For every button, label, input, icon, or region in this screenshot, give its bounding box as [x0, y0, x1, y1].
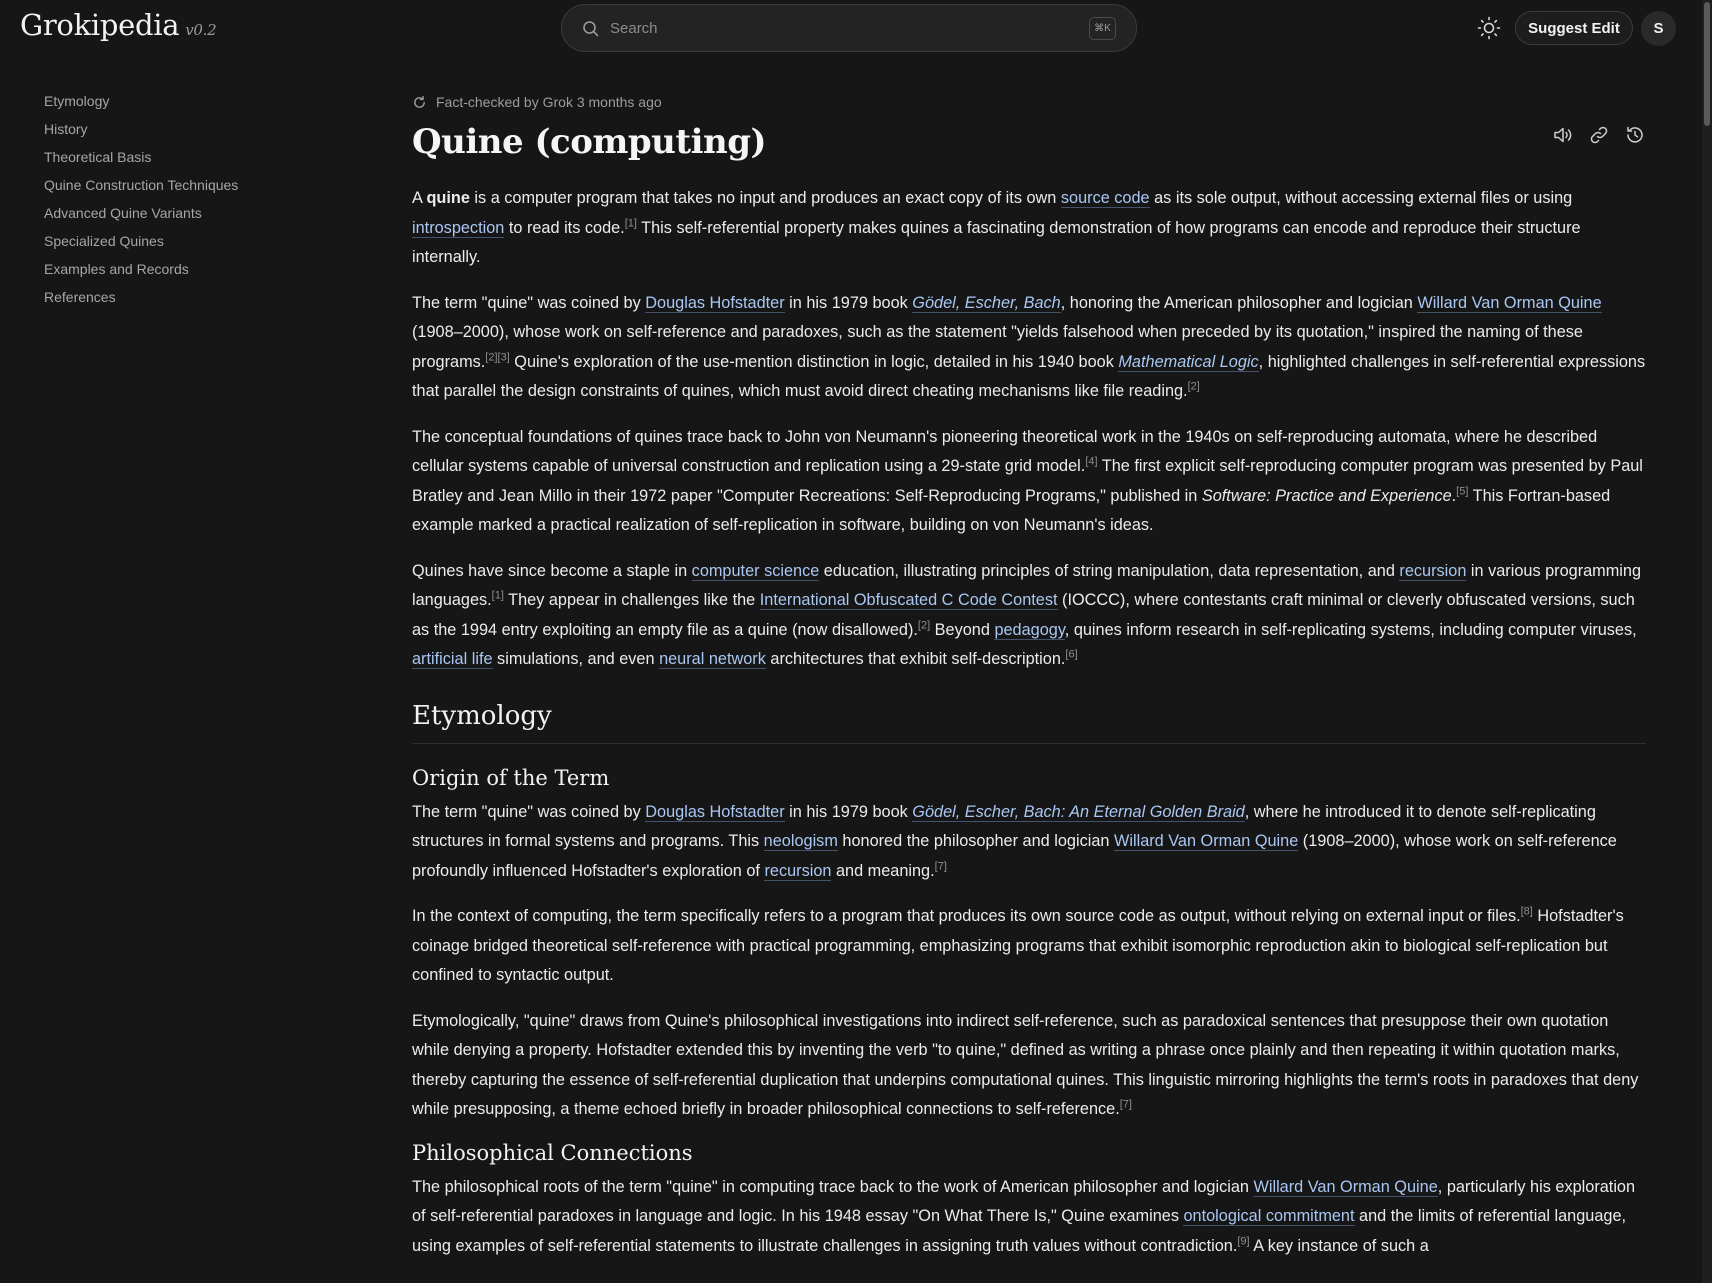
citation[interactable]: [6]	[1065, 648, 1078, 661]
history-button[interactable]	[1624, 124, 1646, 146]
speaker-icon	[1552, 124, 1574, 146]
citation[interactable]: [8]	[1520, 905, 1533, 918]
link-willard-quine[interactable]: Willard Van Orman Quine	[1417, 293, 1602, 312]
section-heading-etymology: Etymology	[412, 701, 1646, 744]
citation[interactable]: [3]	[497, 351, 510, 364]
etymology-paragraph-2: In the context of computing, the term specifically refers to a program that produces its own source code as output, without relying on external input or files.[8] Hofstadter's coinage bridged theoretical self-reference with practical programming, emphasizing programs that exhibit isomorphic reproduction akin to biological self-replication but confined to syntactic output.	[412, 905, 1624, 984]
philosophical-paragraph-1: The philosophical roots of the term "quine" in computing trace back to the work of American philosopher and logician Willard Van Orman Quine, particularly his exploration of self-referential paradoxes in language and logic. In his 1948 essay "On What There Is," Quine examines ontological commitment and the limits of referential language, using examples of self-referential statements to illustrate challenges in assigning truth values without contradiction.[9] A key instance of such a	[412, 1177, 1636, 1255]
toc-item-specialized-quines[interactable]: Specialized Quines	[44, 233, 164, 249]
intro-paragraph-2: The term "quine" was coined by Douglas Hofstadter in his 1979 book Gödel, Escher, Bach, honoring the American philosopher and logician Willard Van Orman Quine (1908–2000), whose work on self-reference and paradoxes, such as the statement "yields falsehood when preceded by its quotation," inspired the naming of these programs.[2][3] Quine's exploration of the use-mention distinction in logic, detailed in his 1940 book Mathematical Logic, highlighted challenges in self-referential expressions that parallel the design constraints of quines, which must avoid direct cheating mechanisms like file reading.[2]	[412, 293, 1646, 400]
intro-paragraph-4: Quines have since become a staple in computer science education, illustrating principles of string manipulation, data representation, and recursion in various programming languages.[1] They appear in challenges like the International Obfuscated C Code Contest (IOCCC), where contestants craft minimal or cleverly obfuscated versions, such as the 1994 entry exploiting an empty file as a quine (now disallowed).[2] Beyond pedagogy, quines inform research in self-replicating systems, including computer viruses, artificial life simulations, and even neural network architectures that exhibit self-description.[6]	[412, 561, 1642, 668]
toc-item-construction-techniques[interactable]: Quine Construction Techniques	[44, 177, 239, 193]
article-body	[412, 184, 1646, 1261]
article	[412, 92, 1646, 1277]
link-recursion[interactable]: recursion	[764, 861, 832, 880]
user-avatar[interactable]: S	[1641, 11, 1676, 46]
toc-item-references[interactable]: References	[44, 289, 116, 305]
article-tools	[1552, 124, 1646, 146]
citation[interactable]: [1]	[491, 589, 504, 602]
citation[interactable]: [5]	[1456, 485, 1469, 498]
toc-item-history[interactable]: History	[44, 121, 88, 137]
link-godel-escher-bach[interactable]: Gödel, Escher, Bach	[912, 293, 1061, 312]
version-label: v0.2	[185, 21, 217, 39]
link-douglas-hofstadter[interactable]: Douglas Hofstadter	[645, 293, 785, 312]
link-ontological-commitment[interactable]: ontological commitment	[1183, 1207, 1355, 1225]
refresh-check-icon	[412, 95, 427, 110]
toc-item-advanced-variants[interactable]: Advanced Quine Variants	[44, 205, 202, 221]
link-neologism[interactable]: neologism	[763, 832, 838, 850]
link-douglas-hofstadter[interactable]: Douglas Hofstadter	[645, 802, 785, 821]
top-bar	[0, 0, 1702, 56]
logo-text: Grokipedia	[20, 8, 180, 42]
search-shortcut-badge: ⌘K	[1089, 17, 1116, 40]
intro-paragraph-1: A quine is a computer program that takes no input and produces an exact copy of its own source code as its sole output, without accessing external files or using introspection to read its code.[1] This self-referential property makes quines a fascinating demonstration of how programs can encode and reproduce their structure internally.	[412, 189, 1581, 266]
etymology-paragraph-3: Etymologically, "quine" draws from Quine's philosophical investigations into indirect self-reference, such as paradoxical sentences that presuppose their own quotation while denying a property. Hofstadter extended this by inventing the verb "to quine," defined as writing a phrase once plainly and then repeating it within quotation marks, thereby capturing the essence of self-referential duplication that underpins computational quines. This linguistic mirroring highlights the term's roots in paradoxes that deny while presupposing, a theme echoed briefly in broader philosophical connections to self-reference.[7]	[412, 1011, 1639, 1118]
toc-item-etymology[interactable]: Etymology	[44, 93, 110, 109]
citation[interactable]: [1]	[624, 217, 637, 230]
subsection-heading-philosophical: Philosophical Connections	[412, 1140, 693, 1165]
link-icon	[1588, 124, 1610, 146]
link-willard-quine[interactable]: Willard Van Orman Quine	[1253, 1177, 1438, 1196]
page-scrollbar[interactable]	[1702, 0, 1712, 1283]
toc-item-examples-records[interactable]: Examples and Records	[44, 261, 189, 277]
listen-button[interactable]	[1552, 124, 1574, 146]
subsection-heading-origin: Origin of the Term	[412, 765, 610, 790]
fact-check-note	[412, 92, 1646, 112]
page-title: Quine (computing)	[412, 122, 767, 162]
site-logo[interactable]	[20, 8, 216, 42]
fact-check-text: Fact-checked by Grok 3 months ago	[436, 94, 662, 110]
link-neural-network[interactable]: neural network	[659, 650, 766, 668]
citation[interactable]: [4]	[1085, 455, 1098, 468]
scrollbar-thumb[interactable]	[1704, 2, 1710, 126]
citation[interactable]: [2]	[917, 619, 931, 632]
citation[interactable]: [7]	[1119, 1098, 1132, 1111]
link-introspection[interactable]: introspection	[412, 218, 505, 237]
link-recursion[interactable]: recursion	[1399, 561, 1467, 580]
citation[interactable]: [2]	[485, 351, 498, 364]
link-source-code[interactable]: source code	[1060, 189, 1150, 207]
link-computer-science[interactable]: computer science	[691, 561, 820, 580]
search-placeholder: Search	[610, 20, 658, 37]
suggest-edit-button[interactable]: Suggest Edit	[1515, 11, 1633, 45]
link-godel-escher-bach-full[interactable]: Gödel, Escher, Bach: An Eternal Golden Braid	[912, 802, 1245, 821]
history-icon	[1624, 124, 1646, 146]
link-willard-quine[interactable]: Willard Van Orman Quine	[1113, 832, 1299, 850]
link-ioccc[interactable]: International Obfuscated C Code Contest	[759, 591, 1058, 609]
theme-toggle-button[interactable]	[1475, 14, 1503, 42]
link-mathematical-logic[interactable]: Mathematical Logic	[1118, 352, 1259, 371]
etymology-paragraph-1: The term "quine" was coined by Douglas Hofstadter in his 1979 book Gödel, Escher, Bach: An Eternal Golden Braid, where he introduced it to denote self-replicating structures in formal systems and programs. This neologism honored the philosopher and logician Willard Van Orman Quine (1908–2000), whose work on self-reference profoundly influenced Hofstadter's exploration of recursion and meaning.[7]	[412, 802, 1617, 880]
sun-icon	[1475, 14, 1503, 42]
link-pedagogy[interactable]: pedagogy	[994, 620, 1065, 639]
table-of-contents	[44, 92, 344, 316]
link-artificial-life[interactable]: artificial life	[412, 650, 493, 668]
citation[interactable]: [7]	[934, 860, 947, 873]
search-bar[interactable]	[561, 4, 1137, 52]
citation[interactable]: [2]	[1187, 380, 1200, 393]
toc-item-theoretical-basis[interactable]: Theoretical Basis	[44, 149, 152, 165]
search-icon	[582, 20, 600, 38]
copy-link-button[interactable]	[1588, 124, 1610, 146]
citation[interactable]: [9]	[1237, 1235, 1250, 1248]
intro-paragraph-3: The conceptual foundations of quines trace back to John von Neumann's pioneering theoretical work in the 1940s on self-reproducing automata, where he described cellular systems capable of universal construction and replication using a 29-state grid model.[4] The first explicit self-reproducing computer program was presented by Paul Bratley and Jean Millo in their 1972 paper "Computer Recreations: Self-Reproducing Programs," published in Software: Practice and Experience.[5] This Fortran-based example marked a practical realization of self-replication in software, building on von Neumann's ideas.	[412, 427, 1643, 534]
